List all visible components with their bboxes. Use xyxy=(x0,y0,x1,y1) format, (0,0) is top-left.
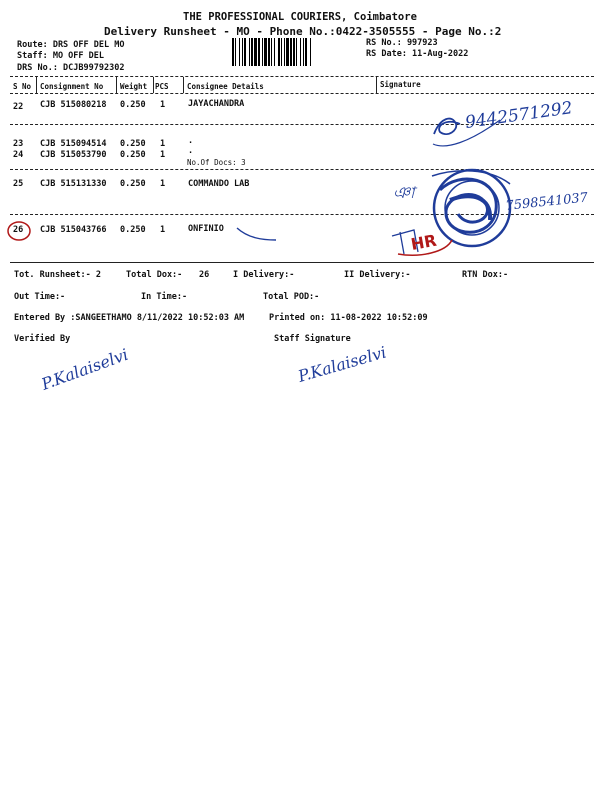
rs-date: RS Date: 11-Aug-2022 xyxy=(366,49,469,59)
total-dox-label: Total Dox:- xyxy=(126,270,183,280)
rtn-dox: RTN Dox:- xyxy=(462,270,509,280)
row-pcs: 1 xyxy=(160,100,166,110)
red-circle-mark xyxy=(8,222,30,240)
staff-signature-label: Staff Signature xyxy=(274,334,351,344)
handwritten-initials: HR xyxy=(409,230,439,254)
row-pcs: 1 xyxy=(160,150,166,160)
row-sno: 22 xyxy=(13,102,24,112)
col-header-consignment: Consignment No xyxy=(40,82,104,91)
entered-by: Entered By :SANGEETHAMO 8/11/2022 10:52:03 AM xyxy=(14,313,245,323)
row-consignee: . xyxy=(188,146,194,156)
blue-tick-mark xyxy=(237,228,276,240)
row-weight: 0.250 xyxy=(120,179,146,189)
row-consignment-no: CJB 515080218 xyxy=(40,100,107,110)
handwritten-mark: ঞা xyxy=(393,183,415,202)
tot-runsheet: Tot. Runsheet:- 2 xyxy=(14,270,101,280)
in-time: In Time:- xyxy=(141,292,188,302)
row-pcs: 1 xyxy=(160,179,166,189)
runsheet-subtitle: Delivery Runsheet - MO - Phone No.:0422-3505555 - Page No.:2 xyxy=(104,25,502,38)
row-weight: 0.250 xyxy=(120,139,146,149)
row-sno: 25 xyxy=(13,179,24,189)
row-consignee: JAYACHANDRA xyxy=(188,99,245,109)
handwritten-phone: 9442571292 xyxy=(463,98,574,133)
staff-signature: P.Kalaiselvi xyxy=(295,342,389,386)
col-header-sno: S No xyxy=(13,82,32,91)
col-header-consignee: Consignee Details xyxy=(187,82,264,91)
row-consignee: COMMANDO LAB xyxy=(188,179,250,189)
row-consignment-no: CJB 515131330 xyxy=(40,179,107,189)
row-sno: 24 xyxy=(13,150,24,160)
col-header-signature: Signature xyxy=(380,80,421,89)
i-delivery: I Delivery:- xyxy=(233,270,295,280)
row-weight: 0.250 xyxy=(120,150,146,160)
row-weight: 0.250 xyxy=(120,225,146,235)
handwritten-phone: 7598541037 xyxy=(504,190,589,214)
drs-number: DRS No.: DCJB99792302 xyxy=(17,63,125,73)
staff-label: Staff: MO OFF DEL xyxy=(17,51,104,61)
row-pcs: 1 xyxy=(160,225,166,235)
row-consignment-no: CJB 515053790 xyxy=(40,150,107,160)
ii-delivery: II Delivery:- xyxy=(344,270,411,280)
rs-number: RS No.: 997923 xyxy=(366,38,438,48)
verified-by-signature: P.Kalaiselvi xyxy=(38,344,131,394)
row-consignee: . xyxy=(188,136,194,146)
row-sno: 26 xyxy=(13,225,24,235)
col-header-weight: Weight xyxy=(120,82,148,91)
row-pcs: 1 xyxy=(160,139,166,149)
row-sno: 23 xyxy=(13,139,24,149)
col-header-pcs: PCS xyxy=(155,82,169,91)
total-pod: Total POD:- xyxy=(263,292,320,302)
row-consignment-no: CJB 515094514 xyxy=(40,139,107,149)
total-dox-value: 26 xyxy=(199,270,210,280)
route-label: Route: DRS OFF DEL MO xyxy=(17,40,125,50)
row-consignment-no: CJB 515043766 xyxy=(40,225,107,235)
row-consignee: ONFINIO xyxy=(188,224,224,234)
verified-by: Verified By xyxy=(14,334,71,344)
printed-on: Printed on: 11-08-2022 10:52:09 xyxy=(269,313,428,323)
signature-scribble xyxy=(434,119,460,135)
no-of-docs: No.Of Docs: 3 xyxy=(187,158,246,167)
out-time: Out Time:- xyxy=(14,292,66,302)
company-title: THE PROFESSIONAL COURIERS, Coimbatore xyxy=(183,11,417,23)
row-weight: 0.250 xyxy=(120,100,146,110)
